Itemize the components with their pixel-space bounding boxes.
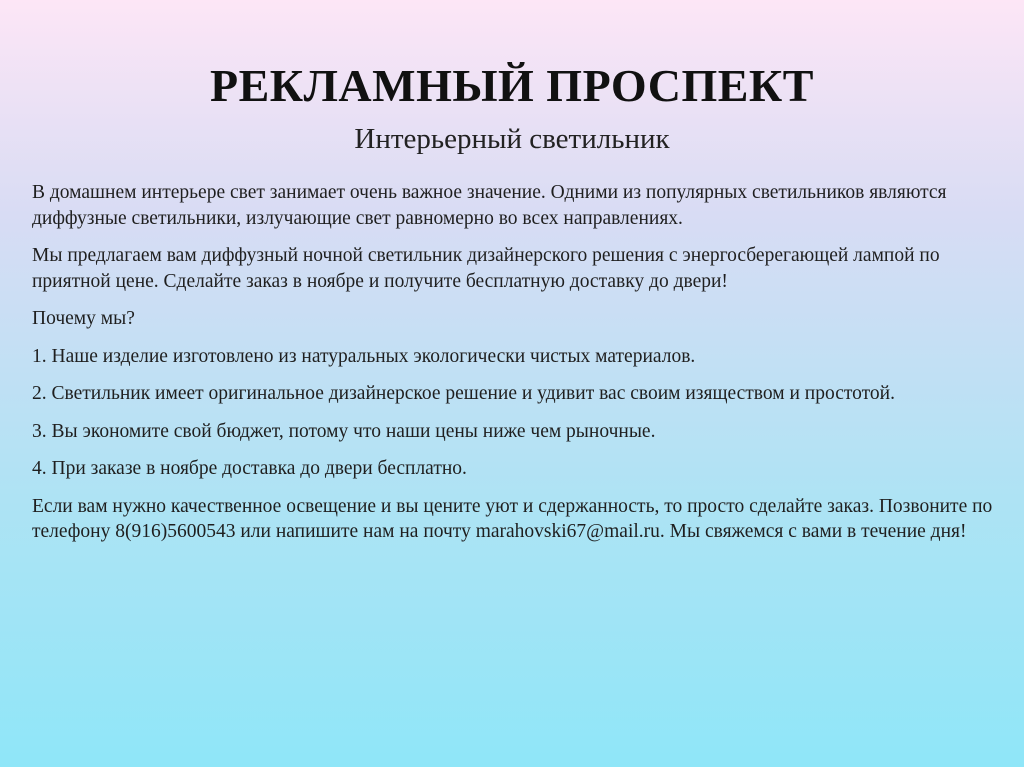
slide-title: РЕКЛАМНЫЙ ПРОСПЕКТ <box>210 60 814 111</box>
paragraph-contact: Если вам нужно качественное освещение и вы цените уют и сдержанность, то просто сделайте заказ. Позвоните по телефону 8(916)5600543 или напишите нам на почту marahovski67@mail.ru. Мы свяжемся с вами в течение дня! <box>32 495 993 542</box>
paragraph-intro: В домашнем интерьере свет занимает очень важное значение. Одними из популярных светильников являются диффузные светильники, излучающие свет равномерно во всех направлениях. <box>32 182 947 229</box>
list-item-4: 4. При заказе в ноябре доставка до двери бесплатно. <box>32 458 467 479</box>
slide-body <box>32 180 1000 557</box>
slide-subtitle: Интерьерный светильник <box>354 123 670 155</box>
list-item-1: 1. Наше изделие изготовлено из натуральных экологически чистых материалов. <box>32 345 696 367</box>
paragraph-offer: Мы предлагаем вам диффузный ночной светильник дизайнерского решения с энергосберегающей лампой по приятной цене. Сделайте заказ в ноябре и получите бесплатную доставку до двери! <box>32 245 940 292</box>
paragraph-why-us: Почему мы? <box>32 308 135 329</box>
list-item-3: 3. Вы экономите свой бюджет, потому что наши цены ниже чем рыночные. <box>32 420 656 442</box>
list-item-2: 2. Светильник имеет оригинальное дизайнерское решение и удивит вас своим изяществом и простотой. <box>32 383 895 404</box>
